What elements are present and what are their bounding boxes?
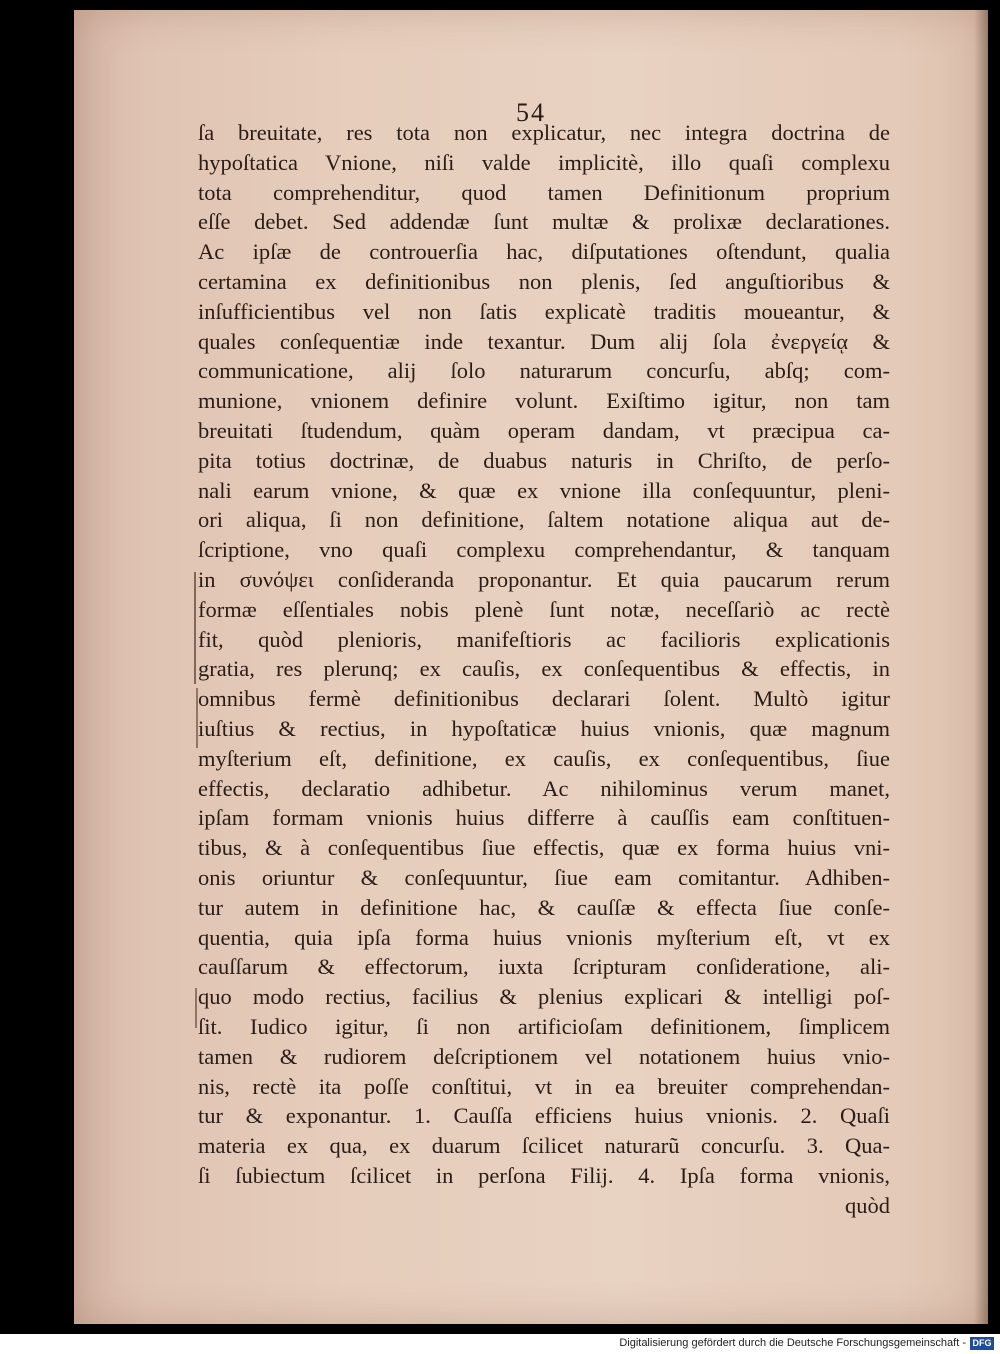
page-text-block [198,118,890,1220]
text-line: tota comprehenditur, quod tamen Definitionum proprium [198,179,890,205]
text-line: myſterium eſt, definitione, ex cauſis, ex conſequentibus, ſiue [198,745,890,771]
text-line: ſi ſubiectum ſcilicet in perſona Filij. 4. Ipſa forma vnionis, [198,1162,890,1188]
dfg-logo: DFG [970,1337,994,1350]
text-line: effectis, declaratio adhibetur. Ac nihilominus verum manet, [198,775,890,801]
text-line: iuſtius & rectius, in hypoſtaticæ huius vnionis, quæ magnum [198,715,890,741]
text-line: gratia, res plerunq; ex cauſis, ex conſequentibus & effectis, in [198,656,890,682]
text-line: quòd [845,1192,890,1218]
text-line: formæ eſſentiales nobis plenè ſunt notæ, neceſſariò ac rectè [198,596,890,622]
text-line: tur autem in definitione hac, & cauſſæ & effecta ſiue conſe- [198,894,890,920]
text-line: inſufficientibus vel non ſatis explicatè traditis moueantur, & [198,298,890,324]
funding-credit: Digitalisierung gefördert durch die Deutsche Forschungsgemeinschaft - [619,1337,966,1349]
page-edge-shadow [974,10,988,1324]
text-line: breuitati ſtudendum, quàm operam dandam, vt præcipua ca- [198,417,890,443]
text-line: ſcriptione, vno quaſi complexu comprehendantur, & tanquam [198,537,890,563]
text-line: hypoſtatica Vnione, niſi valde implicitè, illo quaſi complexu [198,149,890,175]
text-line: nis, rectè ita poſſe conſtitui, vt in ea breuiter comprehendan- [198,1073,890,1099]
text-line: quales conſequentiæ inde texantur. Dum alij ſola ἐνεργείᾳ & [198,328,890,354]
text-line: ipſam formam vnionis huius differre à cauſſis eam conſtituen- [198,805,890,831]
text-line: cauſſarum & effectorum, iuxta ſcripturam conſideratione, ali- [198,954,890,980]
page-number: 54 [516,98,546,127]
text-line: munione, vnionem definire volunt. Exiſtimo igitur, non tam [198,388,890,414]
text-line: Ac ipſæ de controuerſia hac, diſputationes oſtendunt, qualia [198,239,890,265]
digitization-footer [0,1334,1000,1354]
text-line: tur & exponantur. 1. Cauſſa efficiens huius vnionis. 2. Quaſi [198,1103,890,1129]
text-line: in συνόψει conſideranda proponantur. Et quia paucarum rerum [198,566,890,592]
text-line: tamen & rudiorem deſcriptionem vel notationem huius vnio- [198,1043,890,1069]
text-line: nali earum vnione, & quæ ex vnione illa conſequuntur, pleni- [198,477,890,503]
text-line: quentia, quia ipſa forma huius vnionis myſterium eſt, vt ex [198,924,890,950]
text-line: omnibus fermè definitionibus declarari ſolent. Multò igitur [198,686,890,712]
text-line: communicatione, alij ſolo naturarum concurſu, abſq; com- [198,358,890,384]
text-line: eſſe debet. Sed addendæ ſunt multæ & prolixæ declarationes. [198,209,890,235]
text-line: certamina ex definitionibus non plenis, ſed anguſtioribus & [198,268,890,294]
text-line: quo modo rectius, facilius & plenius explicari & intelligi poſ- [198,984,890,1010]
text-line: ſa breuitate, res tota non explicatur, nec integra doctrina de [198,120,890,145]
text-line: ori aliqua, ſi non definitione, ſaltem notatione aliqua aut de- [198,507,890,533]
text-line: ſit. Iudico igitur, ſi non artificioſam definitionem, ſimplicem [198,1013,890,1039]
text-line: onis oriuntur & conſequuntur, ſiue eam comitantur. Adhiben- [198,864,890,890]
text-line: fit, quòd plenioris, manifeſtioris ac facilioris explicationis [198,626,890,652]
text-line: pita totius doctrinæ, de duabus naturis in Chriſto, de perſo- [198,447,890,473]
text-line: tibus, & à conſequentibus ſiue effectis, quæ ex forma huius vni- [198,835,890,861]
text-line: materia ex qua, ex duarum ſcilicet naturarũ concurſu. 3. Qua- [198,1133,890,1159]
